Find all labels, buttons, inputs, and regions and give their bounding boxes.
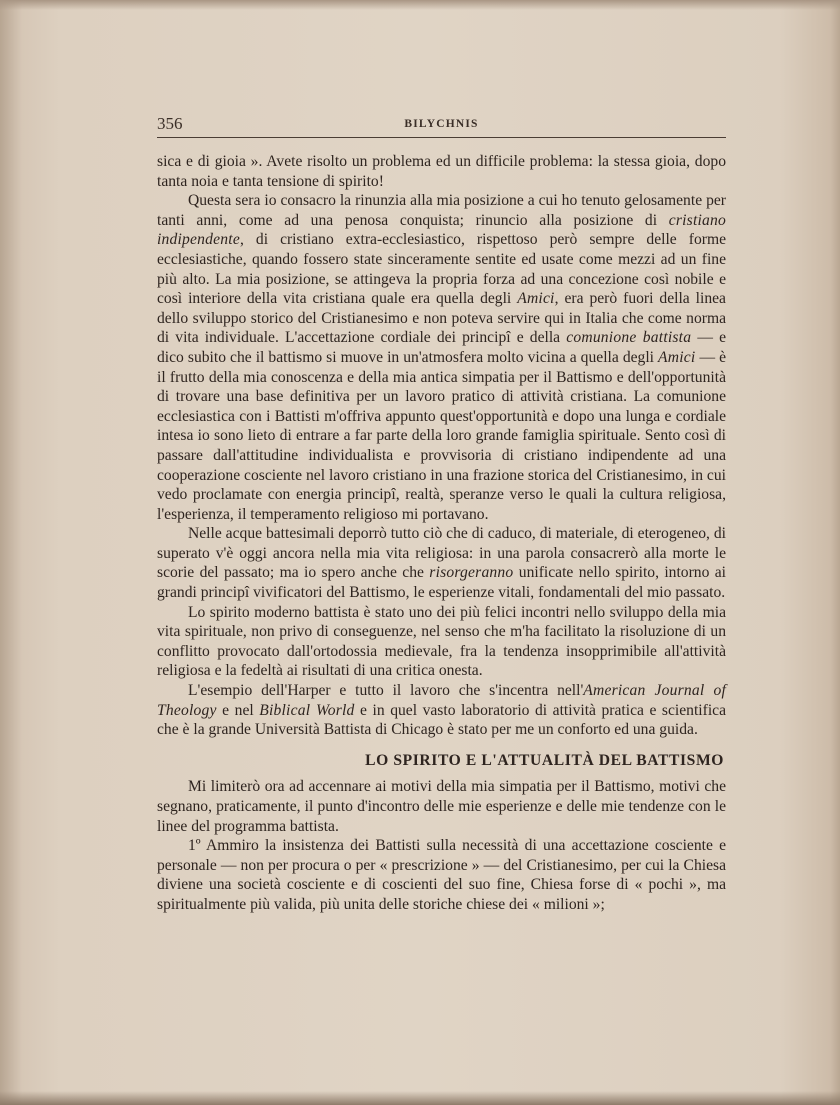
- paragraphs-after-heading: [157, 777, 726, 914]
- paragraph: [157, 191, 726, 524]
- body-text: [157, 152, 726, 915]
- text-run: , di cristiano extra-ecclesiastico, rispettoso però sempre delle forme ecclesiastiche, quando fossero state sinceramente sentite ed usate come mezzi ad un fine più alto. La mia posizione, se attingeva la propria forza ad una concezione così nobile e così interiore della vita cristiana quale era quella degli: [157, 231, 726, 308]
- text-run: Questa sera io consacro la rinunzia alla mia posizione a cui ho tenuto gelosamente per tanti anni, come ad una penosa conquista; rinuncio alla posizione di: [157, 192, 726, 229]
- text-run: sica e di gioia ». Avete risolto un problema ed un difficile problema: la stessa gioia, dopo tanta noia e tanta tensione di spirito!: [157, 153, 726, 190]
- text-run: — e dico subito che il battismo si muove in un'atmosfera molto vicina a quella degli: [157, 329, 726, 366]
- text-run: — è il frutto della mia conoscenza e della mia antica simpatia per il Battismo e dell'opportunità di trovare una base definitiva per un lavoro pratico di attività cristiana. La comunione ecclesiastica con i Battisti m'offriva appunto quest'opportunità e dopo una lunga e cordiale intesa io sono lieto di entrare a far parte della loro grande famiglia spirituale. Sento così di passare dall'attitudine individualista e provvisoria di cristiano indipendente ad una cooperazione cosciente nel lavoro cristiano in una frazione storica del Cristianesimo, in cui vedo proclamate con energia principî, realtà, speranze verso le quali la cultura religiosa, l'esperienza, il temperamento religioso mi portavano.: [157, 348, 727, 523]
- text-run: e nel: [216, 701, 260, 719]
- paragraphs-before-heading: [157, 152, 726, 740]
- paragraph: [157, 603, 726, 681]
- italic-phrase: Amici: [658, 348, 696, 366]
- text-run: L'esempio dell'Harper e tutto il lavoro che s'incentra nell': [188, 682, 584, 700]
- paragraph: [157, 836, 726, 914]
- running-head: BILYCHNIS: [404, 118, 479, 130]
- italic-phrase: comunione battista: [566, 329, 692, 347]
- italic-phrase: Biblical World: [259, 701, 355, 719]
- section-heading: LO SPIRITO E L'ATTUALITÀ DEL BATTISMO: [365, 751, 724, 769]
- text-run: , era però fuori della linea dello sviluppo storico del Cristianesimo e non poteva servire qui in Italia che come norma di vita individuale. L'accettazione cordiale dei principî e della: [157, 290, 726, 347]
- text-run: Mi limiterò ora ad accennare ai motivi della mia simpatia per il Battismo, motivi che segnano, praticamente, il punto d'incontro delle mie esperienze e delle mie tendenze con le linee del programma battista.: [157, 778, 726, 835]
- paragraph: [157, 152, 726, 191]
- header-rule: [157, 137, 726, 138]
- page-number: 356: [157, 114, 183, 133]
- text-run: unificate nello spirito, intorno ai grandi principî vivificatori del Battismo, le esperienze vitali, fondamentali del mio passato.: [157, 564, 726, 602]
- page-header: [157, 113, 726, 139]
- text-run: e in quel vasto laboratorio di attività pratica e scientifica che è la grande Università Battista di Chicago è stato per me un conforto ed una guida.: [157, 701, 726, 739]
- paragraph: [157, 777, 726, 836]
- text-run: Lo spirito moderno battista è stato uno dei più felici incontri nello sviluppo della mia vita spirituale, non privo di conseguenze, nel senso che m'ha facilitato la risoluzione di un conflitto provocato dall'ortodossia medievale, fra la tendenza insopprimibile all'attività religiosa e la fedeltà ai risultati di una critica onesta.: [157, 603, 726, 680]
- text-run: 1º Ammiro la insistenza dei Battisti sulla necessità di una accettazione cosciente e personale — non per procura o per « prescrizione » — del Cristianesimo, per cui la Chiesa diviene una società cosciente e di coscienti del suo fine, Chiesa forse di « pochi », ma spiritualmente più valida, più unita delle storiche chiese dei « milioni »;: [157, 837, 726, 913]
- italic-phrase: Amici: [517, 290, 555, 308]
- italic-phrase: cristiano indipendente: [157, 211, 726, 249]
- text-run: Nelle acque battesimali deporrò tutto ciò che di caduco, di materiale, di eterogeneo, di superato v'è oggi ancora nella mia vita religiosa: in una parola consacrerò alla morte le scorie del passato; ma io spero anche che: [157, 525, 726, 582]
- italic-phrase: American Journal of Theology: [157, 682, 726, 719]
- paragraph: [157, 681, 726, 740]
- paragraph: [157, 524, 726, 602]
- italic-phrase: risorgeranno: [429, 564, 514, 582]
